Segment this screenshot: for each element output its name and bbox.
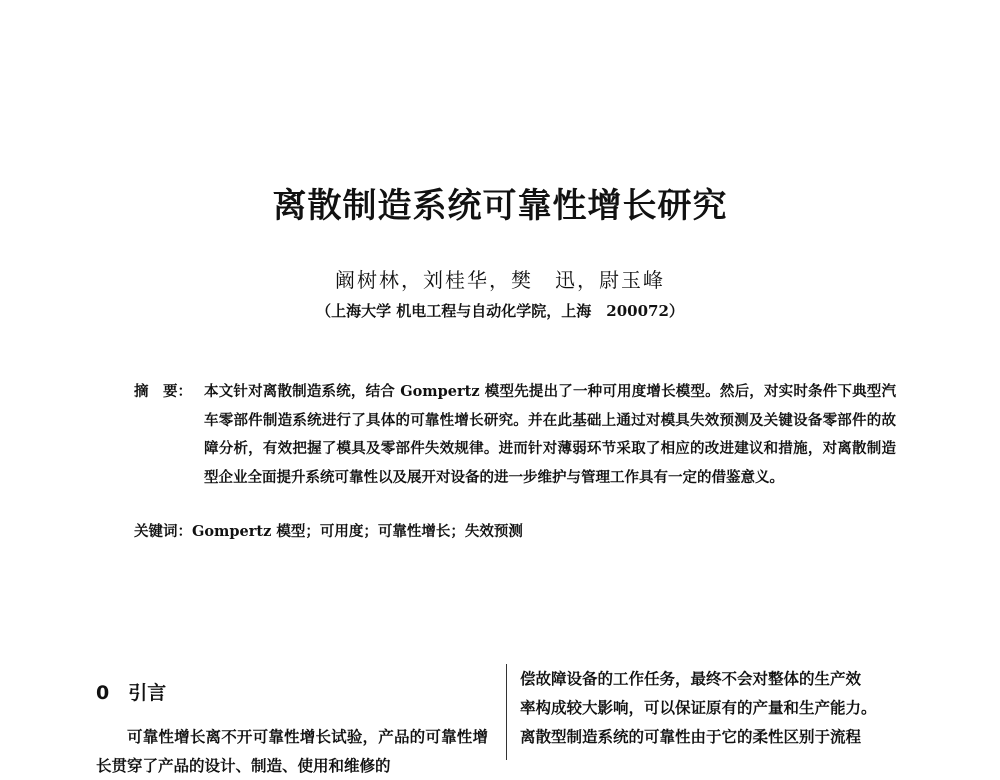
right-column-line: 离散型制造系统的可靠性由于它的柔性区别于流程 (520, 727, 862, 746)
authors-line: 阚树林，刘桂华，樊 迅，尉玉峰 (335, 268, 665, 292)
section-heading: 0 引言 (96, 682, 167, 704)
right-column (520, 664, 914, 751)
paper-title: 离散制造系统可靠性增长研究 (272, 186, 728, 226)
abstract-block (134, 378, 896, 492)
keywords-text: Gompertz 模型；可用度；可靠性增长；失效预测 (192, 523, 523, 540)
affiliation-line: （上海大学 机电工程与自动化学院，上海 200072） (316, 302, 684, 320)
left-column-text: 可靠性增长离不开可靠性增长试验，产品的可靠性增长贯穿了产品的设计、制造、使用和维修的 (96, 727, 488, 775)
keywords-block (134, 520, 896, 541)
right-column-line: 率构成较大影响，可以保证原有的产量和生产能力。 (520, 698, 877, 717)
abstract-label: 摘 要： (134, 383, 192, 400)
abstract-text: 本文针对离散制造系统，结合 Gompertz 模型先提出了一种可用度增长模型。然后，对实时条件下典型汽车零部件制造系统进行了具体的可靠性增长研究。并在此基础上通过对模具失效预测及关键设备零部件的故障分析，有效把握了模具及零部件失效规律。进而针对薄弱环节采取了相应的改进建议和措施，对离散制造型企业全面提升系统可靠性以及展开对设备的进一步维护与管理工作具有一定的借鉴意义。 (204, 383, 896, 486)
right-column-line: 偿故障设备的工作任务，最终不会对整体的生产效 (520, 669, 862, 688)
keywords-label: 关键词： (134, 523, 192, 540)
column-divider (506, 664, 507, 760)
